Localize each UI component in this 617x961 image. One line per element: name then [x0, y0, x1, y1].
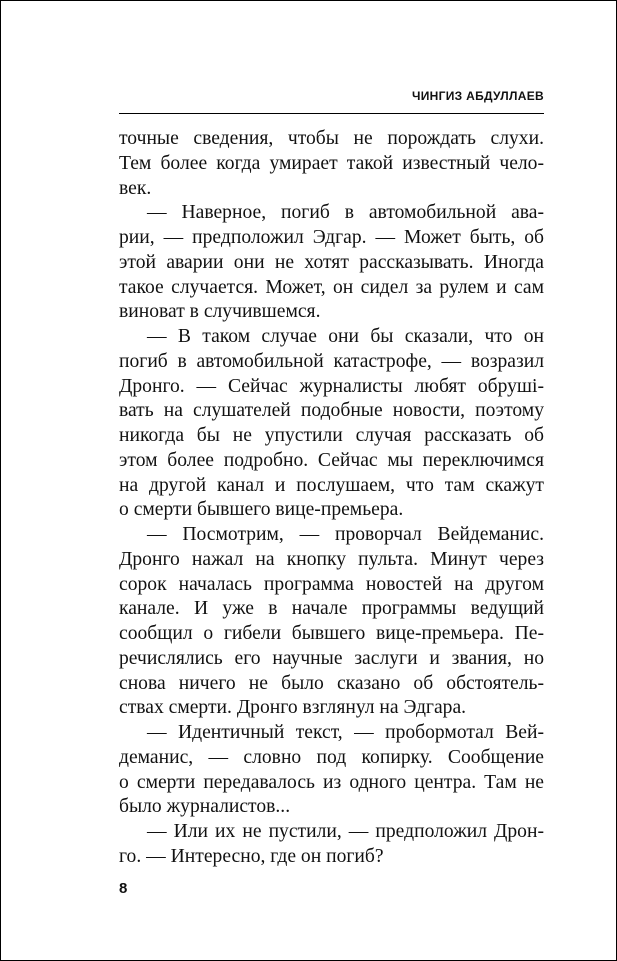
text-line: — Посмотрим, — проворчал Вейдеманис. — [147, 524, 544, 545]
paragraph — [119, 325, 544, 523]
paragraph — [119, 820, 544, 870]
text-line: о смерти передавалось из одного центра. Там не — [119, 771, 544, 793]
text-line: точные сведения, чтобы не порождать слухи. — [119, 128, 544, 149]
text-line: Дронго. — Сейчас журналисты любят обрушi- — [119, 375, 544, 397]
text-line: вать на слушателей подобные новости, поэтому — [119, 400, 544, 422]
text-line: — Наверное, погиб в автомобильной ава- — [147, 202, 544, 224]
text-line: о смерти бывшего вице-премьера. — [119, 499, 404, 521]
text-line: век. — [119, 177, 152, 199]
text-line: Тем более когда умирает такой известный чело- — [119, 152, 544, 174]
text-line: никогда бы не упустили случая рассказать об — [119, 425, 544, 446]
text-line: погиб в автомобильной катастрофе, — возразил — [119, 350, 544, 372]
author-name: ЧИНГИЗ АБДУЛЛАЕВ — [412, 89, 544, 103]
text-line: ствах смерти. Дронго взглянул на Эдгара. — [119, 697, 467, 719]
text-line: — В таком случае они бы сказали, что он — [147, 326, 544, 347]
text-line: этой аварии они не хотят рассказывать. Иногда — [119, 251, 544, 273]
paragraph — [119, 127, 544, 201]
running-header — [119, 85, 544, 114]
text-line: — Или их не пустили, — предположил Дрон- — [147, 821, 544, 842]
text-line: Дронго нажал на кнопку пульта. Минут через — [119, 548, 544, 570]
text-line: рии, — предположил Эдгар. — Может быть, об — [119, 227, 544, 248]
paragraph — [119, 721, 544, 820]
text-line: речислялись его научные заслуги и звания, но — [119, 647, 544, 669]
text-line: этом более подробно. Сейчас мы переключимся — [119, 449, 544, 471]
text-line: виноват в случившемся. — [119, 301, 321, 323]
body-text — [119, 127, 544, 870]
text-line: было журналистов... — [119, 796, 291, 818]
text-line: деманис, — словно под копирку. Сообщение — [119, 746, 544, 768]
text-line: такое случается. Может, он сидел за рулем и сам — [119, 276, 544, 298]
text-line: на другой канал и послушаем, что там скажут — [119, 474, 544, 496]
text-line: сообщил о гибели бывшего вице-премьера. Пе- — [119, 623, 544, 644]
text-line: го. — Интересно, где он погиб? — [119, 845, 384, 867]
paragraph — [119, 523, 544, 721]
page-number: 8 — [119, 880, 128, 897]
text-line: канале. И уже в начале программы ведущий — [119, 598, 544, 620]
text-line: сорок началась программа новостей на другом — [119, 573, 544, 595]
text-line: — Идентичный текст, — пробормотал Вей- — [147, 722, 544, 743]
paragraph — [119, 201, 544, 325]
text-line: снова ничего не было сказано об обстоятель- — [119, 672, 544, 694]
